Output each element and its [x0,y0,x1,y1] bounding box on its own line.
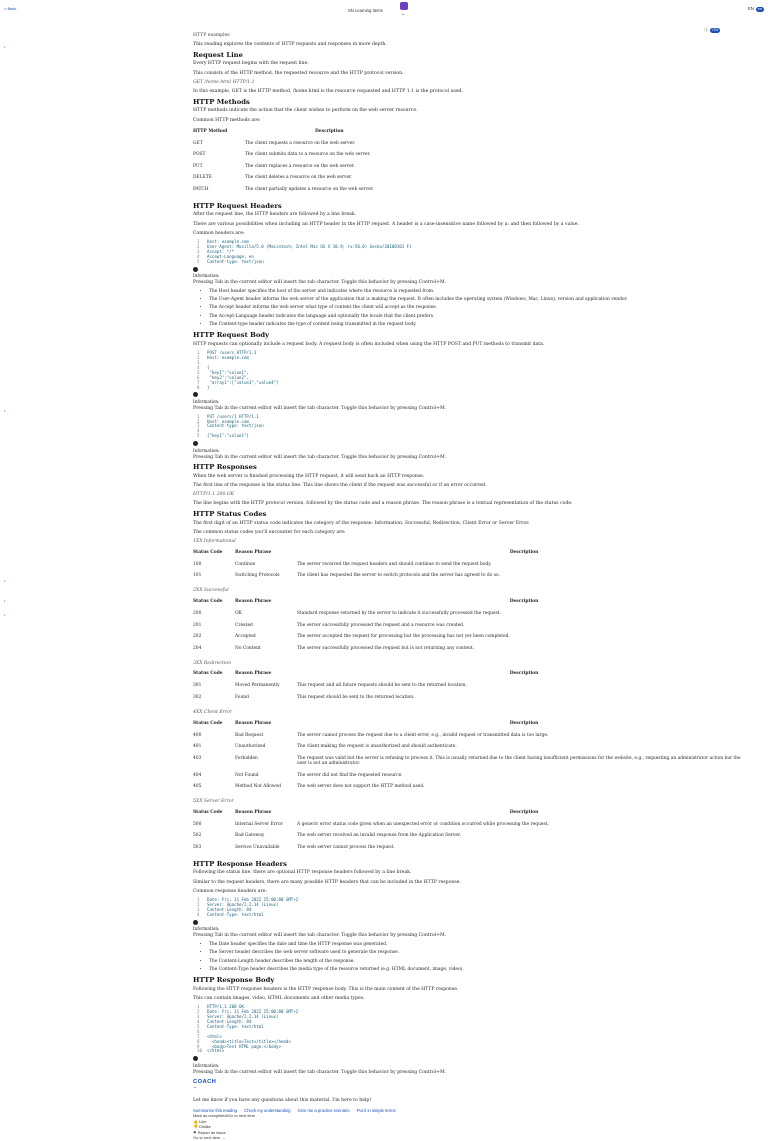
sidebar-marker-icon[interactable]: • [4,44,6,49]
paragraph: Following the status line, there are optional HTTP response headers followed by a line break. [193,870,412,876]
code-text: "key1":"value1", [207,369,249,375]
info-note [193,1056,753,1075]
table-row [193,571,753,583]
description-cell: The request was valid but the server is refusing to process it. This is usually returned due to the client having insufficient permissions for the website, e.g., requesting an administrator action but the user is not an administrator. [297,755,741,767]
list-item: • The Server header describes the web server software used to generate the response. [209,950,753,956]
column-header: Status Code [193,671,223,677]
description-cell: The client replaces a resource on the web server. [245,163,355,169]
intro-text: This reading explores the contents of HTTP requests and responses in more depth. [193,41,387,47]
line-number: 3 [197,906,200,912]
paragraph: This consists of the HTTP method, the requested resource and the HTTP protocol version. [193,70,404,76]
status-group-label: 2XX Successful [193,588,229,594]
like-button[interactable]: 👍 Like [193,1118,207,1124]
list-item: • The Accept header informs the web server what type of content the client will accept as the response. [209,305,753,311]
info-dot-icon [193,1056,198,1061]
reason-phrase-cell: Not Found [235,772,259,778]
column-header: Status Code [193,599,223,605]
reason-phrase-cell: Switching Protocols [235,573,280,579]
section-title: HTTP Request Body [193,331,270,340]
column-header: Reason Phrase [235,549,272,555]
table-row [193,161,753,173]
table-row [193,173,753,185]
line-number: 4 [197,253,200,259]
status-code-cell: 302 [193,694,202,700]
description-cell: A generic error status code given when an unexpected error or condition occurred while processing the request. [297,821,549,827]
line-number: 1 [197,1004,200,1010]
status-code-cell: 500 [193,821,202,827]
line-number: 5 [197,258,200,264]
line-number: 8 [197,384,200,390]
chevron-down-icon[interactable]: ⌄ [193,1083,198,1090]
check-understanding-button[interactable]: Check my understanding [244,1107,291,1113]
status-code-groups [193,539,753,854]
coach-panel [193,1079,753,1141]
line-number: 1 [197,897,200,903]
paragraph: The first line of the response is the status line. This line shows the client if the request was successful or if an error occurred. [193,483,487,489]
status-code-cell: 301 [193,683,202,689]
header-bullets [201,289,753,328]
line-number: 4 [197,428,200,434]
info-note [193,267,753,286]
code-text: PUT /users/1 HTTP/1.1 [207,413,259,419]
toggle-pill[interactable]: ON [712,28,718,32]
dislike-button[interactable]: 👎 Dislike [193,1124,211,1130]
status-code-cell: 204 [193,645,202,651]
info-note [193,920,753,939]
code-text: <html> [207,1033,222,1039]
status-code-cell: 400 [193,732,202,738]
info-note [193,392,753,411]
code-text: User-Agent: Mozilla/5.0 (Macintosh; Intel Mac OS X 10.9; rv:50.0) Gecko/20100101 Fi [207,243,412,249]
paragraph: The common status codes you'll encounter for each category are: [193,530,346,535]
table-row [193,184,753,196]
code-text: Server: Apache/2.2.14 (Linux) [207,902,279,907]
brand-logo-icon [400,2,408,10]
code-text: <body>Test HTML page.</body> [207,1043,281,1049]
reason-phrase-cell: Created [235,622,253,628]
language-pill[interactable]: en [757,7,762,11]
methods-table [193,127,753,196]
table-row [193,730,753,742]
line-number: 6 [197,374,200,380]
reason-phrase-cell: Continue [235,561,256,567]
list-item: • The Date header specifies the date and time the HTTP response was generated. [209,942,753,948]
table-row [193,842,753,854]
section-title: HTTP Methods [193,97,250,106]
status-group-label: 5XX Server Error [193,799,234,805]
column-header: Reason Phrase [235,599,272,605]
description-cell: The web server received an invalid response from the Application Server. [297,833,461,839]
code-block[interactable] [197,1005,753,1054]
column-header: Reason Phrase [235,671,272,677]
language-label: EN [747,6,754,11]
code-text: Content-Type: text/html [207,911,264,917]
info-text: Pressing Tab in the current editor will insert the tab character. Toggle this behavior by pressing Control+M. [193,933,447,939]
code-text: <head><title>Test</title></head> [207,1038,291,1044]
table-row [193,559,753,571]
reason-phrase-cell: Internal Server Error [235,821,283,827]
description-cell: The server accepted the request for processing but the processing has not yet been completed. [297,634,510,640]
code-text: } [207,384,210,390]
mark-complete-button[interactable]: Mark as completed/Go to next item [193,1113,256,1118]
section-title: HTTP Response Headers [193,859,287,868]
example-line: HTTP/1.1 200 OK [193,492,235,498]
sidebar-marker-icon[interactable]: • [4,598,6,603]
description-cell: The web server cannot process the request. [297,844,395,850]
section-title: Request Line [193,50,243,59]
info-title: Information: [193,1063,220,1069]
code-block[interactable] [197,351,753,390]
status-code-cell: 100 [193,561,202,567]
reading-content [193,33,753,1141]
table-row [193,632,753,644]
code-text: Content-Length: 84 [207,906,252,912]
line-number: 5 [197,433,200,439]
column-header: Description [509,599,539,605]
reason-phrase-cell: Method Not Allowed [235,784,281,790]
info-text: Pressing Tab in the current editor will insert the tab character. Toggle this behavior by pressing Control+M. [193,1069,447,1075]
line-number: 4 [197,911,200,917]
code-text: Host: example.com [207,355,249,361]
code-text: "array1":["value3","value4"] [207,379,279,385]
reason-phrase-cell: OK [235,611,242,617]
next-label: Go to next item [193,1135,221,1141]
line-number: 1 [197,413,200,419]
info-text: Pressing Tab in the current editor will insert the tab character. Toggle this behavior by pressing Control+M. [193,454,447,460]
code-block[interactable] [197,898,753,918]
column-header: HTTP Method [193,128,228,134]
status-group-label: 4XX Client Error [193,709,233,715]
example-line: GET /home.html HTTP/1.1 [193,79,255,85]
code-line [197,1049,753,1054]
description-cell: The server received the request headers and should continue to send the request body. [297,561,492,567]
practice-scenario-button[interactable]: Give me a practice scenario [297,1107,350,1113]
reason-phrase-cell: Bad Gateway [235,833,265,839]
column-header: Description [509,809,539,815]
code-line [197,913,753,918]
paragraph: The line begins with the HTTP protocol version, followed by the status code and a reason phrase. The reason phrase is a textual representation of the status code. [193,501,573,507]
paragraph: This can contain images, video, HTML documents and other media types. [193,996,365,1002]
accessibility-toggle[interactable] [704,27,720,33]
chevron-down-icon[interactable]: ⌄ [401,11,406,17]
description-cell: This request and all future requests should be sent to the returned location. [297,683,467,689]
info-dot-icon [193,920,198,925]
info-title: Information: [193,273,220,279]
status-group-label: 3XX Redirection [193,660,232,666]
table-row [193,819,753,831]
code-text: {"key1":"value1"} [207,433,249,439]
line-number: 3 [197,248,200,254]
column-header: Description [509,549,539,555]
line-number: 7 [197,1033,200,1039]
line-number: 4 [197,1018,200,1024]
paragraph: Similar to the request headers, there are many possible HTTP headers that can be included in the HTTP response. [193,879,461,885]
section-title: HTTP Responses [193,463,257,472]
line-number: 9 [197,1043,200,1049]
info-title: Information: [193,447,220,453]
code-line [197,260,753,265]
column-header: Status Code [193,809,223,815]
line-number: 7 [197,379,200,385]
line-number: 3 [197,1014,200,1020]
course-title: SN Learning Items [348,8,383,13]
line-number: 1 [197,350,200,356]
status-table [193,548,753,583]
status-code-cell: 202 [193,634,202,640]
status-group-label: 1XX Informational [193,539,236,545]
list-item: • The Accept-Language header indicates the language and optionally the locale that the client prefers. [209,314,753,320]
paragraph: Following the HTTP response headers is the HTTP response body. This is the main content of the HTTP response. [193,986,459,992]
section-title: HTTP Status Codes [193,510,267,519]
sidebar-marker-icon[interactable]: • [4,578,6,583]
sidebar-marker-icon[interactable]: • [4,612,6,617]
reason-phrase-cell: Forbidden [235,755,258,761]
simple-terms-button[interactable]: Put it in simple terms [356,1107,396,1113]
code-line [197,434,753,439]
code-block[interactable] [197,415,753,440]
paragraph: There are various possibilities when including an HTTP header in the HTTP request. A header is a case-insensitive name followed by a: and then followed by a value. [193,221,579,227]
description-cell: The client partially updates a resource on the web server. [245,186,374,192]
status-table [193,669,753,704]
column-header: Reason Phrase [235,720,272,726]
description-cell: The client deletes a resource on the web server. [245,175,353,181]
method-cell: POST [193,152,206,158]
info-icon: ⓘ [704,27,709,32]
report-label: Report an issue [197,1129,226,1135]
info-title: Information: [193,926,220,932]
line-number: 4 [197,364,200,370]
dislike-label: Dislike [199,1124,211,1130]
status-code-cell: 403 [193,755,202,761]
info-note [193,441,753,460]
status-code-cell: 502 [193,833,202,839]
code-text: HTTP/1.1 200 OK [207,1004,244,1010]
reason-phrase-cell: Unauthorized [235,744,266,750]
reason-phrase-cell: Found [235,694,249,700]
column-header: Reason Phrase [235,809,272,815]
breadcrumb: HTTP examples [193,33,230,38]
status-table [193,808,753,854]
line-number: 2 [197,355,200,361]
code-text: Content-type: text/json [207,423,264,429]
code-text: </html> [207,1048,225,1054]
list-item: • The Content-Length header describes the length of the response. [209,959,753,965]
description-cell: The client has requested the server to switch protocols and the server has agreed to do so. [297,573,501,579]
description-cell: This request should be sent to the returned location. [297,694,415,700]
paragraph: Common headers are: [193,230,245,236]
code-text: Date: Fri, 11 Feb 2022 15:00:00 GMT+2 [207,897,299,903]
line-number: 3 [197,423,200,429]
reason-phrase-cell: Accepted [235,634,256,640]
reason-phrase-cell: Bad Request [235,732,264,738]
code-block[interactable] [197,240,753,265]
method-cell: PUT [193,163,203,169]
column-header: Description [509,720,539,726]
status-code-cell: 404 [193,772,202,778]
line-number: 3 [197,359,200,365]
paragraph: Every HTTP request begins with the request line. [193,61,309,67]
code-text: { [207,364,210,370]
table-row [193,782,753,794]
reason-phrase-cell: No Content [235,645,261,651]
line-number: 6 [197,1028,200,1034]
code-text: "key2":"value2", [207,374,249,380]
description-cell: The server successfully processed the request and a resource was created. [297,622,465,628]
paragraph: After the request line, the HTTP headers are followed by a line break. [193,212,357,218]
section-title: HTTP Request Headers [193,201,282,210]
table-row [193,753,753,770]
code-text: Host: example.com [207,239,249,245]
code-text: Date: Fri, 11 Feb 2022 15:00:00 GMT+2 [207,1009,299,1015]
line-number: 2 [197,243,200,249]
paragraph: Common HTTP methods are: [193,117,261,123]
paragraph: HTTP methods indicate the action that the client wishes to perform on the web server resource. [193,108,418,114]
method-cell: PATCH [193,186,209,192]
code-text: Accept-Language: en [207,253,254,259]
code-line [197,386,753,391]
info-text: Pressing Tab in the current editor will insert the tab character. Toggle this behavior by pressing Control+M. [193,280,447,286]
status-code-cell: 101 [193,573,202,579]
description-cell: The server did not find the requested resource. [297,772,403,778]
item-meta [193,1113,753,1141]
method-cell: GET [193,140,203,146]
description-cell: The client making the request is unauthorized and should authenticate. [297,744,457,750]
table-row [193,742,753,754]
back-link[interactable]: < Back [4,6,17,11]
status-code-cell: 201 [193,622,202,628]
line-number: 5 [197,1023,200,1029]
table-row [193,681,753,693]
sidebar-marker-icon[interactable]: • [4,408,6,413]
status-table [193,719,753,794]
next-item-button[interactable]: Go to next item → [193,1135,226,1141]
coach-message: Let me know if you have any questions about this material. I'm here to help! [193,1098,372,1104]
description-cell: The web server does not support the HTTP method used. [297,784,425,790]
line-number: 2 [197,902,200,907]
info-dot-icon [193,267,198,272]
section-title: HTTP Response Body [193,976,275,985]
code-text: POST /users HTTP/1.1 [207,350,257,356]
info-title: Information: [193,399,220,405]
list-item: • The Host header specifies the host of the server and indicates where the resource is requested from. [209,289,753,295]
paragraph: Common response headers are: [193,888,267,894]
code-text: Content-type: text/json [207,258,264,264]
status-code-cell: 200 [193,611,202,617]
reason-phrase-cell: Moved Permanently [235,683,280,689]
status-code-cell: 401 [193,744,202,750]
list-item: • The User-Agent header informs the web server of the application that is making the request. It often includes the operating system (Windows, Mac, Linux), version and application vendor. [209,297,753,303]
code-text: Content-Length: 84 [207,1018,252,1024]
report-issue-button[interactable]: ⚑ Report an issue [193,1129,226,1135]
paragraph: The first digit of an HTTP status code indicates the category of the response: Information, Successful, Redirection, Client Error or Server Error. [193,520,530,526]
description-cell: The server successfully processed the request but is not returning any content. [297,645,475,651]
info-dot-icon [193,441,198,446]
table-row [193,620,753,632]
description-cell: The server cannot process the request due to a client error, e.g., invalid request or transmitted data is too large. [297,732,549,738]
code-text: Content-Type: text/html [207,1023,264,1029]
column-header: Description [509,671,539,677]
coach-label[interactable]: COACH [193,1078,217,1085]
reason-phrase-cell: Service Unavailable [235,844,280,850]
description-cell: The client submits data to a resource on the web server. [245,152,371,158]
method-cell: DELETE [193,175,212,181]
description-cell: The client requests a resource on the web server. [245,140,356,146]
column-header: Status Code [193,720,223,726]
status-table [193,597,753,655]
table-row [193,831,753,843]
table-row [193,138,753,150]
paragraph: In this example, GET is the HTTP method, /home.html is the resource requested and HTTP 1.1 is the protocol used. [193,88,463,94]
info-dot-icon [193,392,198,397]
status-code-cell: 503 [193,844,202,850]
header-bullets [201,942,753,972]
summarize-button[interactable]: Summarize this reading [193,1107,237,1113]
table-row [193,770,753,782]
column-header: Status Code [193,549,223,555]
info-text: Pressing Tab in the current editor will insert the tab character. Toggle this behavior by pressing Control+M. [193,405,447,411]
code-text: Server: Apache/2.2.14 (Linux) [207,1014,279,1020]
status-code-cell: 405 [193,784,202,790]
code-text: Host: example.com [207,418,249,424]
table-row [193,609,753,621]
language-toggle[interactable] [748,6,764,12]
line-number: 10 [197,1048,202,1054]
code-text: Accept: */* [207,248,235,254]
description-cell: Standard response returned by the server to indicate it successfully processed the request. [297,611,501,617]
table-row [193,692,753,704]
line-number: 5 [197,369,200,375]
paragraph: When the web server is finished processing the HTTP request, it will send back an HTTP response. [193,473,425,479]
table-row [193,150,753,162]
line-number: 8 [197,1038,200,1044]
line-number: 2 [197,1009,200,1015]
line-number: 1 [197,239,200,245]
paragraph: HTTP requests can optionally include a request body. A request body is often included when using the HTTP POST and PUT methods to transmit data. [193,341,545,347]
line-number: 2 [197,418,200,424]
table-row [193,643,753,655]
column-header: Description [315,128,344,134]
list-item: • The Content-type header indicates the type of content being transmitted in the request body. [209,322,753,328]
list-item: • The Content-Type header describes the media type of the resource returned (e.g. HTML document, image, video). [209,967,753,973]
like-label: Like [199,1118,207,1124]
top-bar [0,0,768,22]
